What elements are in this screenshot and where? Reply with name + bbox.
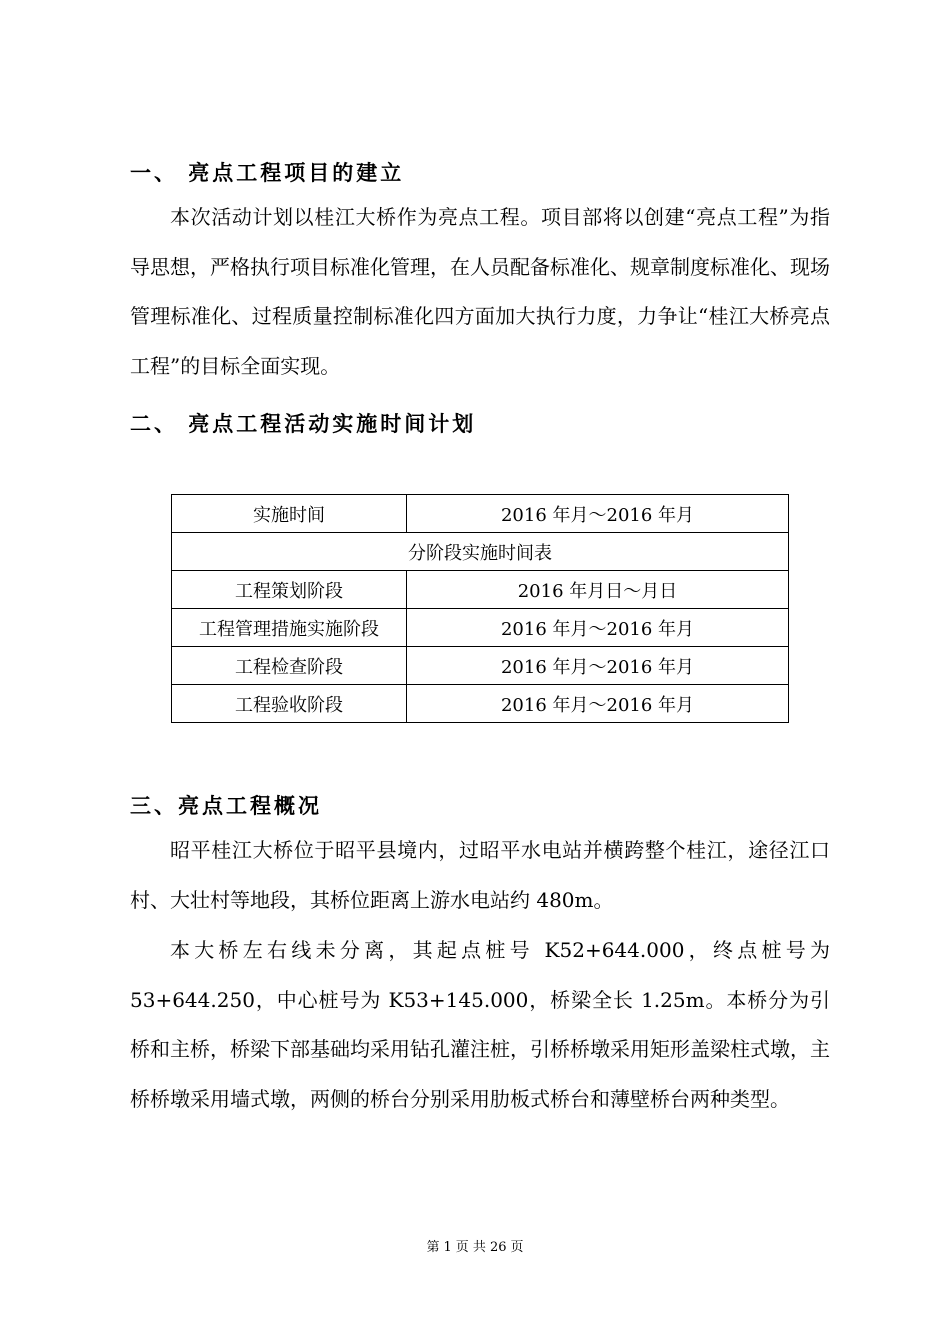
section-heading-2: 二、 亮点工程活动实施时间计划 — [130, 412, 477, 436]
stage-period: 2016 年月～2016 年月 — [407, 685, 789, 723]
section-heading-3: 三、亮点工程概况 — [130, 794, 322, 818]
table-row — [172, 647, 789, 685]
stage-period: 2016 年月～2016 年月 — [407, 609, 789, 647]
page-footer — [0, 1236, 950, 1255]
stage-period: 2016 年月日～月日 — [407, 571, 789, 609]
stage-name: 工程管理措施实施阶段 — [172, 609, 407, 647]
paragraph-bridge-structure: 本大桥左右线未分离，其起点桩号 K52+644.000，终点桩号为53+644.250，中心桩号为 K53+145.000，桥梁全长 1.25m。本桥分为引桥和主桥，桥梁下部基础均采用钻孔灌注桩，引桥桥墩采用矩形盖梁柱式墩，主桥桥墩采用墙式墩，两侧的桥台分别采用肋板式桥台和薄壁桥台两种类型。 — [130, 938, 830, 1111]
stage-period: 2016 年月～2016 年月 — [407, 647, 789, 685]
footer-total-pages: 26 — [489, 1240, 507, 1255]
footer-page-number: 1 — [443, 1240, 452, 1255]
table-header-value: 2016 年月～2016 年月 — [407, 495, 789, 533]
table-row — [172, 533, 789, 571]
stage-name: 工程检查阶段 — [172, 647, 407, 685]
table-row — [172, 609, 789, 647]
footer-prefix: 第 — [426, 1240, 440, 1255]
paragraph-bridge-location: 昭平桂江大桥位于昭平县境内，过昭平水电站并横跨整个桂江，途径江口村、大壮村等地段，其桥位距离上游水电站约 480m。 — [130, 838, 830, 912]
table-subtitle: 分阶段实施时间表 — [172, 533, 789, 571]
section-heading-1: 一、 亮点工程项目的建立 — [130, 161, 405, 185]
stage-name: 工程策划阶段 — [172, 571, 407, 609]
table-row — [172, 571, 789, 609]
table-row — [172, 495, 789, 533]
stage-name: 工程验收阶段 — [172, 685, 407, 723]
footer-suffix: 页 — [510, 1240, 524, 1255]
table-row — [172, 685, 789, 723]
paragraph-project-setup: 本次活动计划以桂江大桥作为亮点工程。项目部将以创建“亮点工程”为指导思想，严格执行项目标准化管理，在人员配备标准化、规章制度标准化、现场管理标准化、过程质量控制标准化四方面加大执行力度，力争让“桂江大桥亮点工程”的目标全面实现。 — [130, 205, 830, 378]
schedule-table — [171, 494, 789, 723]
footer-mid: 页 共 — [455, 1240, 486, 1255]
table-header-label: 实施时间 — [172, 495, 407, 533]
